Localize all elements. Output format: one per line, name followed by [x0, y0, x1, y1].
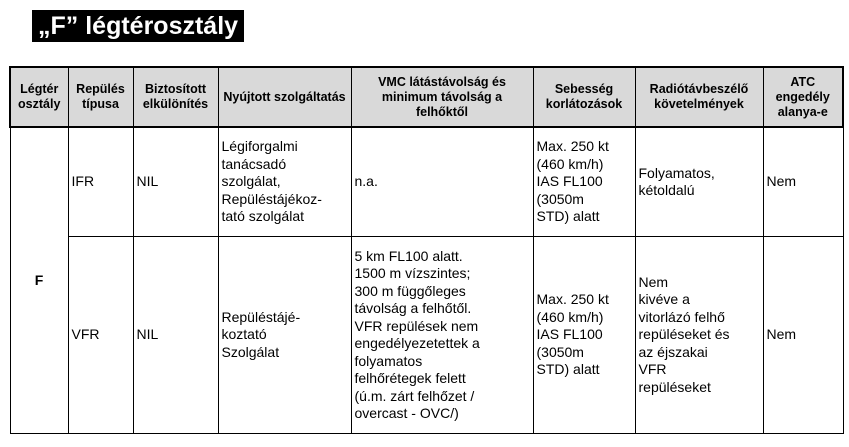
header-speed-limit: Sebesség korlátozások: [533, 67, 635, 127]
header-atc-clearance: ATC engedély alanya-e: [763, 67, 843, 127]
header-row: [10, 67, 843, 127]
table-row: [10, 237, 843, 434]
flight-type-cell: VFR: [68, 237, 133, 434]
separation-cell: NIL: [133, 127, 218, 237]
header-flight-type: Repülés típusa: [68, 67, 133, 127]
service-cell: Repüléstájé- koztató Szolgálat: [218, 237, 351, 434]
atc-cell: Nem: [763, 127, 843, 237]
flight-type-cell: IFR: [68, 127, 133, 237]
header-airspace-class: Légtér osztály: [10, 67, 68, 127]
airspace-class-table: [9, 66, 844, 434]
airspace-class-cell: F: [10, 127, 68, 434]
atc-cell: Nem: [763, 237, 843, 434]
service-cell: Légiforgalmi tanácsadó szolgálat, Repüléstájékoz- tató szolgálat: [218, 127, 351, 237]
speed-cell: Max. 250 kt (460 km/h) IAS FL100 (3050m STD) alatt: [533, 237, 635, 434]
radio-cell: Nem kivéve a vitorlázó felhő repüléseket és az éjszakai VFR repüléseket: [635, 237, 763, 434]
table-row: [10, 127, 843, 237]
header-vmc: VMC látástávolság és minimum távolság a felhőktől: [351, 67, 533, 127]
page-title: „F” légtérosztály: [32, 10, 244, 42]
header-separation: Biztosított elkülönítés: [133, 67, 218, 127]
header-radio-requirements: Radiótávbeszélő követelmények: [635, 67, 763, 127]
header-service: Nyújtott szolgáltatás: [218, 67, 351, 127]
radio-cell: Folyamatos, kétoldalú: [635, 127, 763, 237]
separation-cell: NIL: [133, 237, 218, 434]
speed-cell: Max. 250 kt (460 km/h) IAS FL100 (3050m STD) alatt: [533, 127, 635, 237]
vmc-cell: n.a.: [351, 127, 533, 237]
vmc-cell: 5 km FL100 alatt. 1500 m vízszintes; 300 m függőleges távolság a felhőtől. VFR repülések nem engedélyezetettek a folyamatos felhőrétegek felett (ú.m. zárt felhőzet / overcast - OVC/): [351, 237, 533, 434]
